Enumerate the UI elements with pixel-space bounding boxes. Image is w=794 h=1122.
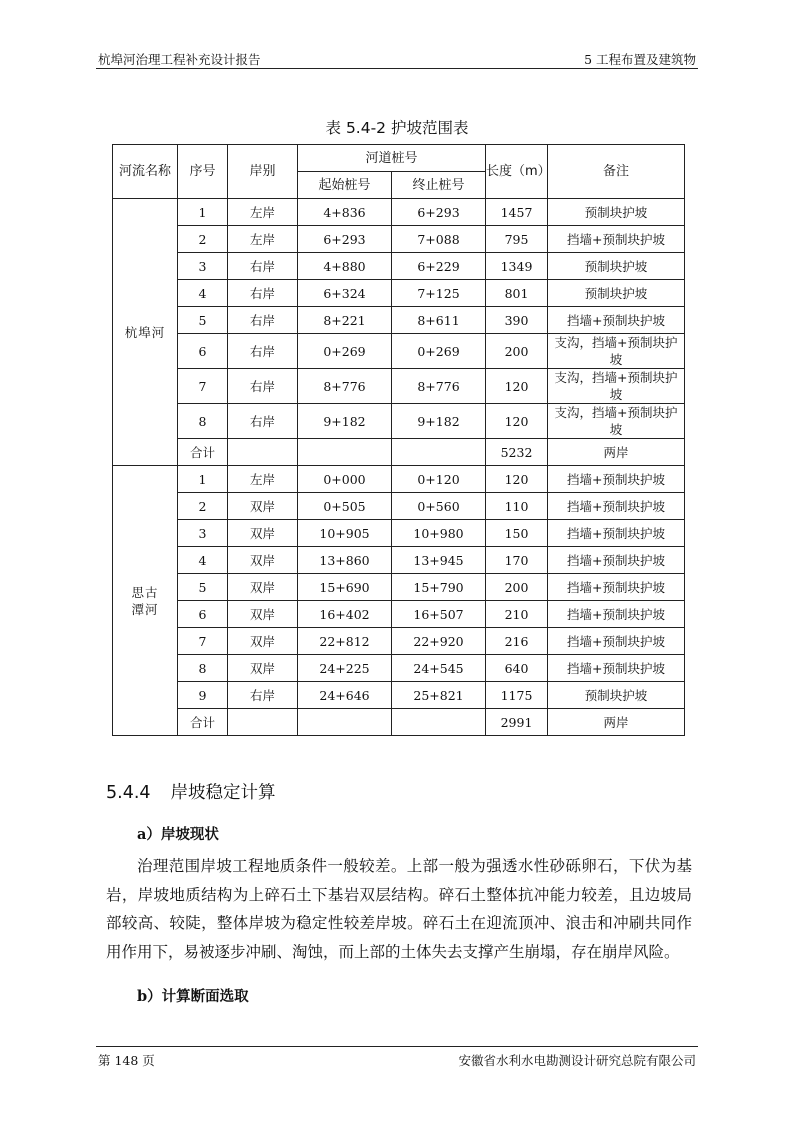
length-cell: 200 (486, 574, 548, 601)
index-cell: 1 (178, 466, 228, 493)
length-cell: 216 (486, 628, 548, 655)
section-number: 5.4.4 (106, 783, 151, 803)
note-cell: 挡墙+预制块护坡 (548, 628, 685, 655)
note-cell: 挡墙+预制块护坡 (548, 226, 685, 253)
table-row (113, 547, 685, 574)
table-row (113, 369, 685, 404)
bank-cell: 双岸 (228, 628, 298, 655)
revetment-range-table (112, 144, 685, 736)
length-cell: 801 (486, 280, 548, 307)
start-stake-cell: 9+182 (298, 404, 392, 439)
length-cell: 1457 (486, 199, 548, 226)
section-heading (106, 779, 276, 804)
index-cell: 8 (178, 655, 228, 682)
note-cell: 预制块护坡 (548, 682, 685, 709)
table-row (113, 520, 685, 547)
table-row (113, 307, 685, 334)
total-note-cell: 两岸 (548, 709, 685, 736)
end-stake-cell: 6+293 (392, 199, 486, 226)
table-row (113, 334, 685, 369)
start-stake-cell: 6+324 (298, 280, 392, 307)
length-cell: 170 (486, 547, 548, 574)
footer-page-number: 第 148 页 (98, 1053, 155, 1068)
page-header (96, 46, 698, 69)
start-stake-cell: 8+221 (298, 307, 392, 334)
empty-cell (228, 439, 298, 466)
total-row (113, 439, 685, 466)
index-cell: 5 (178, 307, 228, 334)
length-cell: 390 (486, 307, 548, 334)
header-report-title: 杭埠河治理工程补充设计报告 (98, 52, 261, 67)
start-stake-cell: 4+836 (298, 199, 392, 226)
note-cell: 挡墙+预制块护坡 (548, 307, 685, 334)
bank-cell: 双岸 (228, 655, 298, 682)
empty-cell (228, 709, 298, 736)
empty-cell (392, 439, 486, 466)
index-cell: 3 (178, 520, 228, 547)
start-stake-cell: 10+905 (298, 520, 392, 547)
river-name-cell: 思古潭河 (113, 466, 178, 736)
start-stake-cell: 0+505 (298, 493, 392, 520)
length-cell: 200 (486, 334, 548, 369)
start-stake-cell: 0+269 (298, 334, 392, 369)
length-cell: 120 (486, 369, 548, 404)
end-stake-cell: 13+945 (392, 547, 486, 574)
length-cell: 120 (486, 404, 548, 439)
end-stake-cell: 16+507 (392, 601, 486, 628)
header-length: 长度（m） (486, 145, 548, 199)
bank-cell: 双岸 (228, 520, 298, 547)
bank-cell: 左岸 (228, 199, 298, 226)
index-cell: 6 (178, 601, 228, 628)
end-stake-cell: 0+269 (392, 334, 486, 369)
total-length-cell: 2991 (486, 709, 548, 736)
start-stake-cell: 8+776 (298, 369, 392, 404)
total-label-cell: 合计 (178, 709, 228, 736)
note-cell: 挡墙+预制块护坡 (548, 601, 685, 628)
note-cell: 预制块护坡 (548, 199, 685, 226)
page-footer (96, 1046, 698, 1068)
total-row (113, 709, 685, 736)
length-cell: 150 (486, 520, 548, 547)
bank-cell: 左岸 (228, 466, 298, 493)
length-cell: 795 (486, 226, 548, 253)
table-caption: 表 5.4-2 护坡范围表 (325, 119, 469, 137)
index-cell: 9 (178, 682, 228, 709)
table-row (113, 466, 685, 493)
length-cell: 1175 (486, 682, 548, 709)
subsection-a-heading: a）岸坡现状 (137, 826, 219, 843)
end-stake-cell: 8+611 (392, 307, 486, 334)
table-row (113, 601, 685, 628)
length-cell: 640 (486, 655, 548, 682)
note-cell: 挡墙+预制块护坡 (548, 493, 685, 520)
table-row (113, 682, 685, 709)
table-row (113, 628, 685, 655)
note-cell: 挡墙+预制块护坡 (548, 520, 685, 547)
table-row (113, 574, 685, 601)
total-note-cell: 两岸 (548, 439, 685, 466)
table-row (113, 655, 685, 682)
header-stake-group: 河道桩号 (298, 145, 486, 172)
end-stake-cell: 25+821 (392, 682, 486, 709)
start-stake-cell: 16+402 (298, 601, 392, 628)
length-cell: 210 (486, 601, 548, 628)
index-cell: 8 (178, 404, 228, 439)
note-cell: 预制块护坡 (548, 253, 685, 280)
header-note: 备注 (548, 145, 685, 199)
header-end-stake: 终止桩号 (392, 172, 486, 199)
bank-cell: 右岸 (228, 280, 298, 307)
index-cell: 4 (178, 280, 228, 307)
total-label-cell: 合计 (178, 439, 228, 466)
note-cell: 挡墙+预制块护坡 (548, 466, 685, 493)
bank-cell: 右岸 (228, 307, 298, 334)
bank-cell: 右岸 (228, 682, 298, 709)
body-paragraph (106, 852, 692, 966)
bank-cell: 左岸 (228, 226, 298, 253)
header-index: 序号 (178, 145, 228, 199)
index-cell: 4 (178, 547, 228, 574)
header-start-stake: 起始桩号 (298, 172, 392, 199)
footer-organization: 安徽省水利水电勘测设计研究总院有限公司 (458, 1053, 696, 1068)
note-cell: 支沟，挡墙+预制块护坡 (548, 334, 685, 369)
index-cell: 3 (178, 253, 228, 280)
end-stake-cell: 15+790 (392, 574, 486, 601)
start-stake-cell: 6+293 (298, 226, 392, 253)
start-stake-cell: 22+812 (298, 628, 392, 655)
end-stake-cell: 7+088 (392, 226, 486, 253)
bank-cell: 双岸 (228, 601, 298, 628)
length-cell: 120 (486, 466, 548, 493)
table-row (113, 253, 685, 280)
note-cell: 支沟，挡墙+预制块护坡 (548, 404, 685, 439)
header-bank: 岸别 (228, 145, 298, 199)
empty-cell (298, 439, 392, 466)
paragraph-text: 治理范围岸坡工程地质条件一般较差。上部一般为强透水性砂砾卵石，下伏为基岩，岸坡地质结构为上碎石土下基岩双层结构。碎石土整体抗冲能力较差，且边坡局部较高、较陡，整体岸坡为稳定性较差岸坡。碎石土在迎流顶冲、浪击和冲刷共同作用作用下，易被逐步冲刷、淘蚀，而上部的土体失去支撑产生崩塌，存在崩岸风险。 (106, 857, 692, 961)
total-length-cell: 5232 (486, 439, 548, 466)
note-cell: 预制块护坡 (548, 280, 685, 307)
start-stake-cell: 15+690 (298, 574, 392, 601)
table-row (113, 493, 685, 520)
end-stake-cell: 22+920 (392, 628, 486, 655)
empty-cell (298, 709, 392, 736)
table-row (113, 226, 685, 253)
length-cell: 1349 (486, 253, 548, 280)
index-cell: 1 (178, 199, 228, 226)
length-cell: 110 (486, 493, 548, 520)
subsection-b-heading: b）计算断面选取 (137, 988, 249, 1005)
start-stake-cell: 4+880 (298, 253, 392, 280)
index-cell: 7 (178, 369, 228, 404)
start-stake-cell: 13+860 (298, 547, 392, 574)
end-stake-cell: 6+229 (392, 253, 486, 280)
start-stake-cell: 24+225 (298, 655, 392, 682)
index-cell: 5 (178, 574, 228, 601)
bank-cell: 右岸 (228, 369, 298, 404)
start-stake-cell: 0+000 (298, 466, 392, 493)
note-cell: 挡墙+预制块护坡 (548, 574, 685, 601)
index-cell: 6 (178, 334, 228, 369)
note-cell: 挡墙+预制块护坡 (548, 547, 685, 574)
bank-cell: 右岸 (228, 334, 298, 369)
table-row (113, 404, 685, 439)
table-body (113, 199, 685, 736)
header-chapter: 5 工程布置及建筑物 (584, 52, 696, 67)
header-river-name: 河流名称 (113, 145, 178, 199)
end-stake-cell: 7+125 (392, 280, 486, 307)
note-cell: 支沟，挡墙+预制块护坡 (548, 369, 685, 404)
index-cell: 2 (178, 493, 228, 520)
end-stake-cell: 24+545 (392, 655, 486, 682)
index-cell: 7 (178, 628, 228, 655)
bank-cell: 双岸 (228, 493, 298, 520)
index-cell: 2 (178, 226, 228, 253)
section-title: 岸坡稳定计算 (170, 783, 276, 803)
bank-cell: 双岸 (228, 574, 298, 601)
river-name-cell: 杭埠河 (113, 199, 178, 466)
end-stake-cell: 9+182 (392, 404, 486, 439)
table-row (113, 199, 685, 226)
bank-cell: 右岸 (228, 404, 298, 439)
bank-cell: 双岸 (228, 547, 298, 574)
end-stake-cell: 0+120 (392, 466, 486, 493)
end-stake-cell: 8+776 (392, 369, 486, 404)
start-stake-cell: 24+646 (298, 682, 392, 709)
note-cell: 挡墙+预制块护坡 (548, 655, 685, 682)
table-row (113, 280, 685, 307)
end-stake-cell: 10+980 (392, 520, 486, 547)
end-stake-cell: 0+560 (392, 493, 486, 520)
bank-cell: 右岸 (228, 253, 298, 280)
empty-cell (392, 709, 486, 736)
